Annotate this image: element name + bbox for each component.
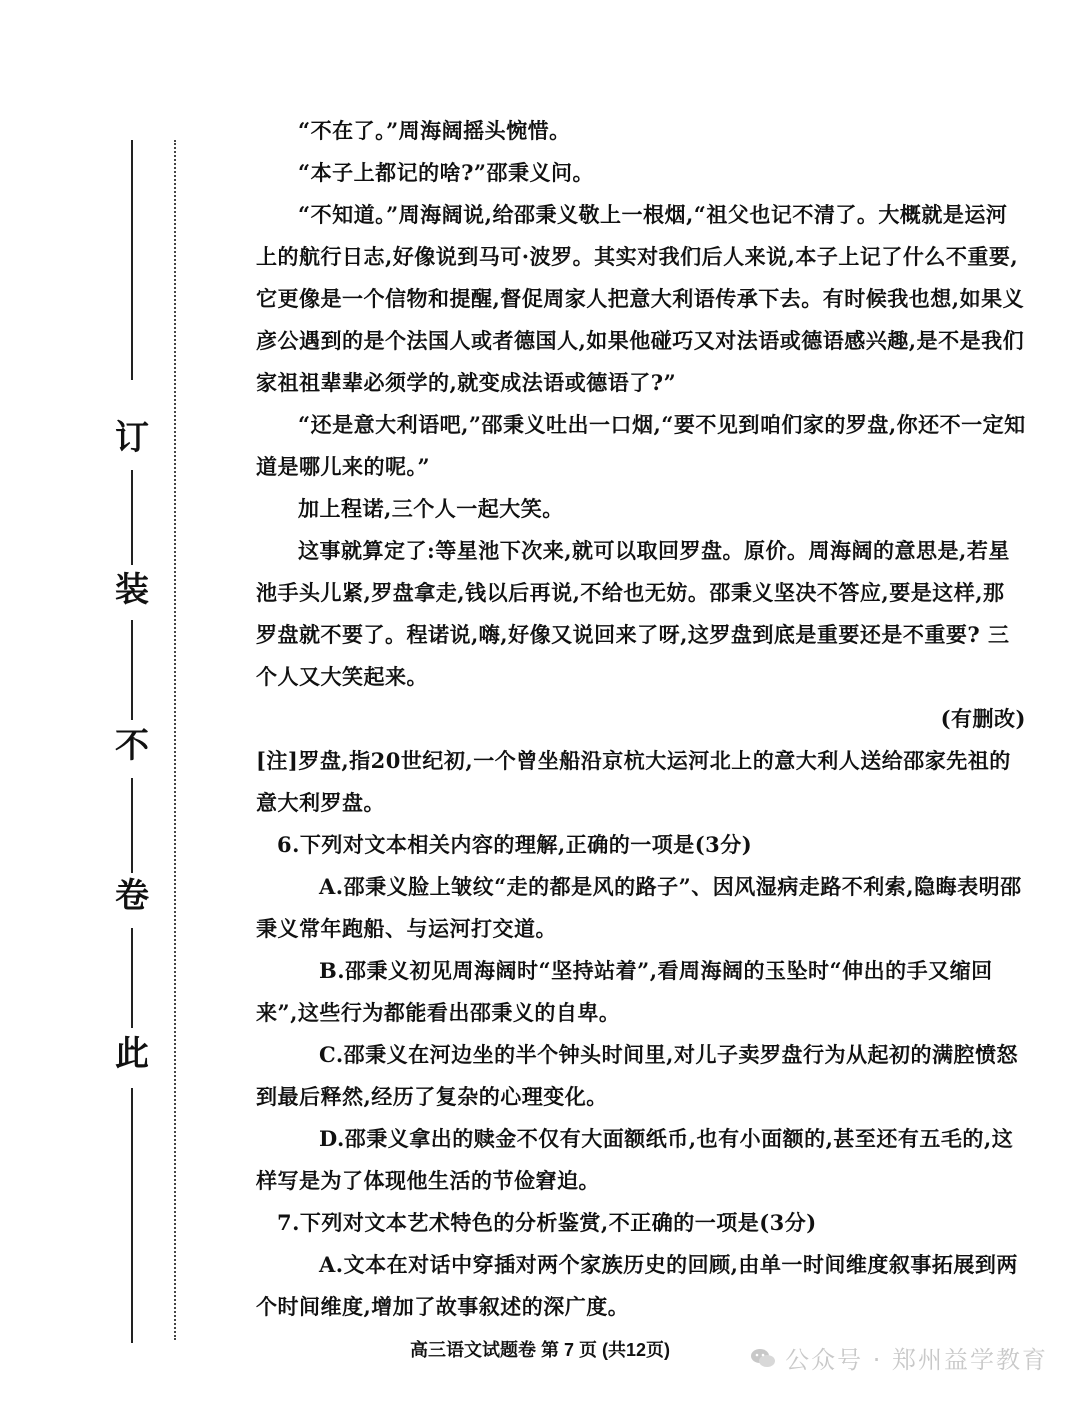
paragraph: 加上程诺,三个人一起大笑。 (298, 496, 564, 521)
paragraph: 这事就算定了:等星池下次来,就可以取回罗盘。原价。周海阔的意思是,若星池手头儿紧,罗盘拿走,钱以后再说,不给也无妨。邵秉义坚决不答应,要是这样,那罗盘就不要了。程诺说,嗨,好像又说回来了呀,这罗盘到底是重要还是不重要? 三个人又大笑起来。 (256, 538, 1010, 689)
question-6-option-d: D.邵秉义拿出的赎金不仅有大面额纸币,也有小面额的,甚至还有五毛的,这样写是为了体现他生活的节俭窘迫。 (256, 1126, 1014, 1193)
question-6-option-a: A.邵秉义脸上皱纹“走的都是风的路子”、因风湿病走路不利索,隐晦表明邵秉义常年跑船、与运河打交道。 (256, 874, 1022, 941)
question-7-stem: 7.下列对文本艺术特色的分析鉴赏,不正确的一项是(3分) (277, 1210, 817, 1235)
binding-line-1 (131, 140, 133, 380)
paragraph: “不知道。”周海阔说,给邵秉义敬上一根烟,“祖父也记不清了。大概就是运河上的航行日志,好像说到马可·波罗。其实对我们后人来说,本子上记了什么不重要,它更像是一个信物和提醒,督促周家人把意大利语传承下去。有时候我也想,如果义彦公遇到的是个法国人或者德国人,如果他碰巧又对法语或德语感兴趣,是不是我们家祖祖辈辈必须学的,就变成法语或德语了?” (256, 202, 1025, 395)
question-6-option-c: C.邵秉义在河边坐的半个钟头时间里,对儿子卖罗盘行为从起初的满腔愤怒到最后释然,经历了复杂的心理变化。 (256, 1042, 1018, 1109)
watermark-text: 公众号 · 郑州益学教育 (785, 1346, 1048, 1374)
page-footer: 高三语文试题卷 第 7 页 (共12页) (409, 1340, 671, 1360)
margin-char-ding: 订 (112, 418, 152, 458)
binding-line-4 (131, 778, 133, 873)
exam-text (256, 110, 1026, 1328)
margin-char-juan: 卷 (112, 876, 152, 916)
paragraph: “不在了。”周海阔摇头惋惜。 (298, 118, 571, 143)
watermark (749, 1340, 1048, 1375)
question-6-option-b: B.邵秉义初见周海阔时“坚持站着”,看周海阔的玉坠时“伸出的手又缩回来”,这些行为都能看出邵秉义的自卑。 (256, 958, 993, 1025)
binding-line-3 (131, 620, 133, 720)
margin-char-bu: 不 (112, 726, 152, 766)
paragraph: “还是意大利语吧,”邵秉义吐出一口烟,“要不见到咱们家的罗盘,你还不一定知道是哪儿来的呢。” (256, 412, 1026, 479)
paragraph: “本子上都记的啥?”邵秉义问。 (298, 160, 594, 185)
wechat-icon (749, 1344, 777, 1372)
binding-line-5 (131, 928, 133, 1028)
binding-line-2 (131, 470, 133, 565)
question-7-option-a: A.文本在对话中穿插对两个家族历史的回顾,由单一时间维度叙事拓展到两个时间维度,增加了故事叙述的深广度。 (256, 1252, 1018, 1319)
binding-line-6 (131, 1088, 133, 1343)
margin-char-ci: 此 (112, 1034, 152, 1074)
question-6-stem: 6.下列对文本相关内容的理解,正确的一项是(3分) (277, 832, 753, 857)
dotted-cut-line (174, 140, 176, 1340)
source-note: (有删改) (940, 706, 1026, 731)
margin-char-zhuang: 装 (112, 570, 152, 610)
footnote: [注]罗盘,指20世纪初,一个曾坐船沿京杭大运河北上的意大利人送给邵家先祖的意大利罗盘。 (256, 748, 1011, 815)
